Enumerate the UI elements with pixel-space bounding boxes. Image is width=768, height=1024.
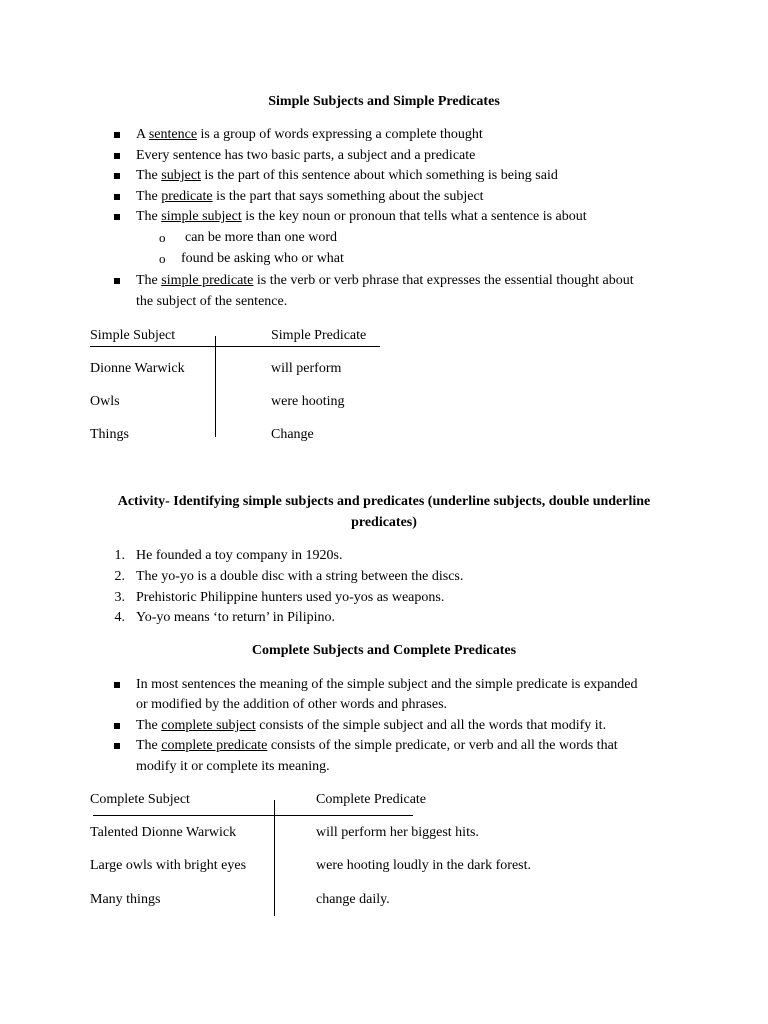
bullet-marker bbox=[114, 682, 120, 688]
bullet-item: A sentence is a group of words expressing a complete thought bbox=[136, 127, 483, 142]
bullet-item: The complete subject consists of the simple subject and all the words that modify it. bbox=[136, 718, 607, 733]
sub-bullet-marker: o bbox=[159, 251, 166, 266]
activity-item: He founded a toy company in 1920s. bbox=[136, 548, 343, 563]
table2-subject-cell: Talented Dionne Warwick bbox=[90, 825, 237, 840]
table1-predicate-cell: were hooting bbox=[271, 394, 345, 409]
table1-header-predicate: Simple Predicate bbox=[271, 328, 367, 343]
bullet-marker bbox=[114, 214, 120, 220]
activity-title-line1: Activity- Identifying simple subjects and predicates (underline subjects, double underline bbox=[117, 494, 651, 509]
table1-subject-cell: Owls bbox=[90, 394, 120, 409]
bullet-item-continuation: the subject of the sentence. bbox=[136, 294, 288, 309]
sub-bullet-marker: o bbox=[159, 230, 166, 245]
table2-predicate-cell: will perform her biggest hits. bbox=[316, 825, 479, 840]
bullet-item: The predicate is the part that says something about the subject bbox=[136, 189, 484, 204]
bullet-marker bbox=[114, 194, 120, 200]
activity-title-line2: predicates) bbox=[351, 515, 417, 530]
bullet-item: The complete predicate consists of the simple predicate, or verb and all the words that bbox=[136, 738, 618, 753]
bullet-item: The subject is the part of this sentence about which something is being said bbox=[136, 168, 558, 183]
table1-subject-cell: Things bbox=[90, 427, 129, 442]
bullet-marker bbox=[114, 153, 120, 159]
term-simple-predicate: simple predicate bbox=[161, 273, 254, 288]
bullet-item: The simple subject is the key noun or pronoun that tells what a sentence is about bbox=[136, 209, 587, 224]
table1-header-subject: Simple Subject bbox=[90, 328, 176, 343]
list-number: 1. bbox=[114, 548, 125, 563]
table2-header-predicate: Complete Predicate bbox=[316, 792, 427, 807]
bullet-marker bbox=[114, 278, 120, 284]
term-subject: subject bbox=[161, 168, 201, 183]
bullet-marker bbox=[114, 743, 120, 749]
bullet-marker bbox=[114, 132, 120, 138]
sub-bullet-item: can be more than one word bbox=[185, 230, 337, 245]
section-title-complete: Complete Subjects and Complete Predicates bbox=[251, 643, 517, 658]
list-number: 2. bbox=[114, 569, 125, 584]
table2-subject-cell: Many things bbox=[90, 892, 161, 907]
term-complete-predicate: complete predicate bbox=[161, 738, 268, 753]
bullet-item-continuation: modify it or complete its meaning. bbox=[136, 759, 330, 774]
activity-item: Yo-yo means ‘to return’ in Pilipino. bbox=[136, 610, 335, 625]
sub-bullet-item: found be asking who or what bbox=[181, 251, 344, 266]
table2-divider bbox=[274, 800, 275, 916]
table2-subject-cell: Large owls with bright eyes bbox=[90, 858, 247, 873]
term-predicate: predicate bbox=[161, 189, 213, 204]
table2-header-rule bbox=[93, 815, 413, 816]
section-title-simple: Simple Subjects and Simple Predicates bbox=[268, 94, 500, 109]
term-sentence: sentence bbox=[148, 127, 198, 142]
table1-divider bbox=[215, 336, 216, 437]
table2-predicate-cell: were hooting loudly in the dark forest. bbox=[316, 858, 532, 873]
bullet-marker bbox=[114, 173, 120, 179]
table2-header-subject: Complete Subject bbox=[90, 792, 190, 807]
list-number: 4. bbox=[114, 610, 125, 625]
activity-item: The yo-yo is a double disc with a string between the discs. bbox=[136, 569, 464, 584]
bullet-item: Every sentence has two basic parts, a subject and a predicate bbox=[136, 148, 476, 163]
bullet-marker bbox=[114, 723, 120, 729]
table1-subject-cell: Dionne Warwick bbox=[90, 361, 185, 376]
activity-item: Prehistoric Philippine hunters used yo-yos as weapons. bbox=[136, 590, 445, 605]
term-simple-subject: simple subject bbox=[161, 209, 242, 224]
bullet-item-continuation: or modified by the addition of other words and phrases. bbox=[136, 697, 448, 712]
list-number: 3. bbox=[114, 590, 125, 605]
table1-predicate-cell: Change bbox=[271, 427, 314, 442]
term-complete-subject: complete subject bbox=[161, 718, 256, 733]
table1-predicate-cell: will perform bbox=[271, 361, 342, 376]
table2-predicate-cell: change daily. bbox=[316, 892, 390, 907]
bullet-item: The simple predicate is the verb or verb phrase that expresses the essential thought about bbox=[136, 273, 634, 288]
bullet-item: In most sentences the meaning of the simple subject and the simple predicate is expanded bbox=[136, 677, 638, 692]
table1-header-rule bbox=[90, 346, 380, 347]
